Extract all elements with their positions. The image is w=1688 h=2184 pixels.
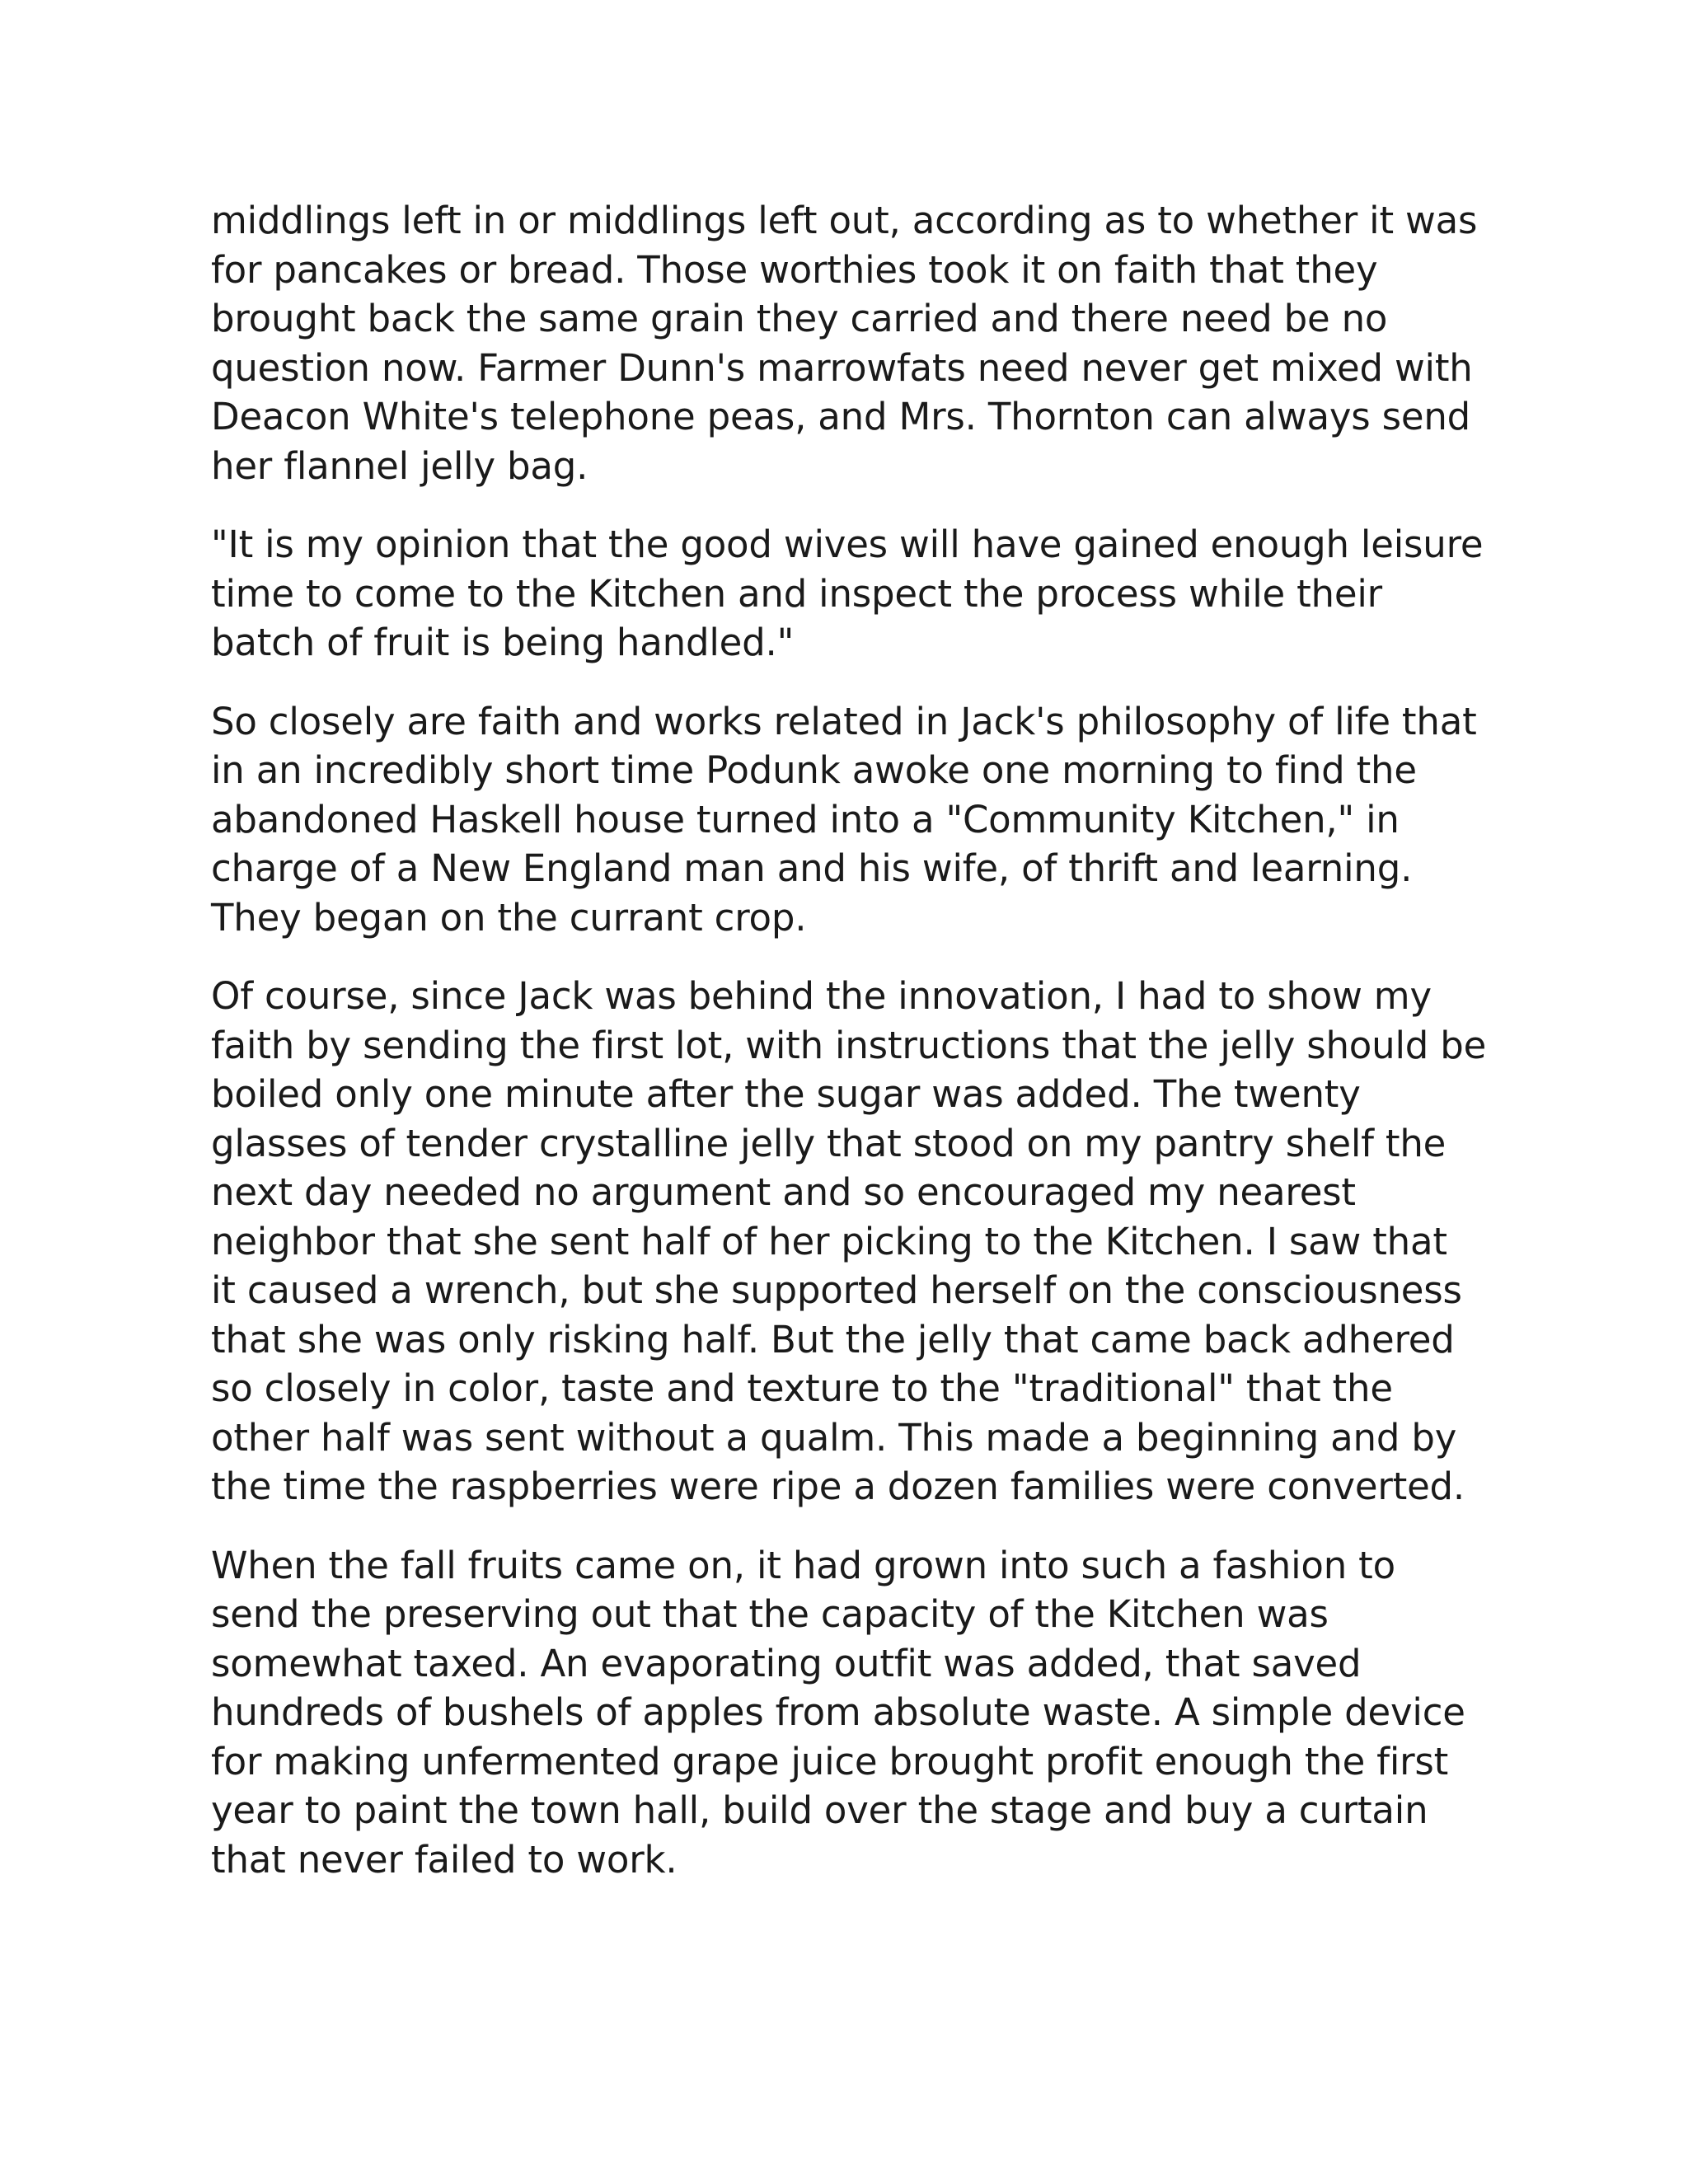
text-line: hundreds of bushels of apples from absolute waste. A simple device [211, 1690, 1465, 1734]
text-line: for pancakes or bread. Those worthies took it on faith that they [211, 247, 1378, 292]
text-line: They began on the currant crop. [211, 895, 807, 940]
text-line: her flannel jelly bag. [211, 443, 588, 488]
text-line: other half was sent without a qualm. This made a beginning and by [211, 1415, 1457, 1460]
text-line: glasses of tender crystalline jelly that stood on my pantry shelf the [211, 1121, 1447, 1165]
text-line: middlings left in or middlings left out, according as to whether it was [211, 199, 1478, 242]
paragraph-2 [211, 520, 1484, 668]
text-line: next day needed no argument and so encouraged my nearest [211, 1170, 1356, 1214]
text-line: that she was only risking half. But the jelly that came back adhered [211, 1317, 1455, 1361]
text-line: so closely in color, taste and texture to the "traditional" that the [211, 1366, 1393, 1410]
paragraph-5 [211, 1541, 1480, 1885]
text-line: faith by sending the first lot, with instructions that the jelly should be [211, 1023, 1487, 1067]
text-line: year to paint the town hall, build over the stage and buy a curtain [211, 1788, 1428, 1832]
text-line: the time the raspberries were ripe a dozen families were converted. [211, 1465, 1465, 1508]
paragraph-4 [211, 972, 1487, 1511]
text-line: So closely are faith and works related in Jack's philosophy of life that [211, 699, 1477, 743]
text-line: somewhat taxed. An evaporating outfit was added, that saved [211, 1641, 1362, 1685]
body-text [211, 196, 1487, 1914]
text-line: neighbor that she sent half of her picking to the Kitchen. I saw that [211, 1219, 1447, 1263]
text-line: charge of a New England man and his wife, of thrift and learning. [211, 846, 1413, 890]
text-line: "It is my opinion that the good wives will have gained enough leisure [211, 523, 1484, 566]
text-line: Deacon White's telephone peas, and Mrs. Thornton can always send [211, 395, 1471, 438]
text-line: abandoned Haskell house turned into a "Community Kitchen," in [211, 797, 1400, 841]
text-line: Of course, since Jack was behind the innovation, I had to show my [211, 974, 1432, 1018]
text-line: brought back the same grain they carried and there need be no [211, 297, 1388, 340]
text-line: in an incredibly short time Podunk awoke one morning to find the [211, 748, 1417, 792]
text-line: batch of fruit is being handled." [211, 621, 795, 664]
text-line: for making unfermented grape juice brought profit enough the first [211, 1739, 1449, 1783]
text-line: When the fall fruits came on, it had grown into such a fashion to [211, 1543, 1395, 1587]
text-line: it caused a wrench, but she supported herself on the consciousness [211, 1268, 1462, 1312]
text-line: question now. Farmer Dunn's marrowfats need never get mixed with [211, 345, 1473, 390]
text-line: time to come to the Kitchen and inspect the process while their [211, 571, 1382, 616]
text-line: that never failed to work. [211, 1837, 678, 1882]
paragraph-1 [211, 196, 1480, 490]
paragraph-3 [211, 697, 1480, 943]
text-line: send the preserving out that the capacity of the Kitchen was [211, 1592, 1329, 1636]
text-line: boiled only one minute after the sugar was added. The twenty [211, 1072, 1361, 1116]
